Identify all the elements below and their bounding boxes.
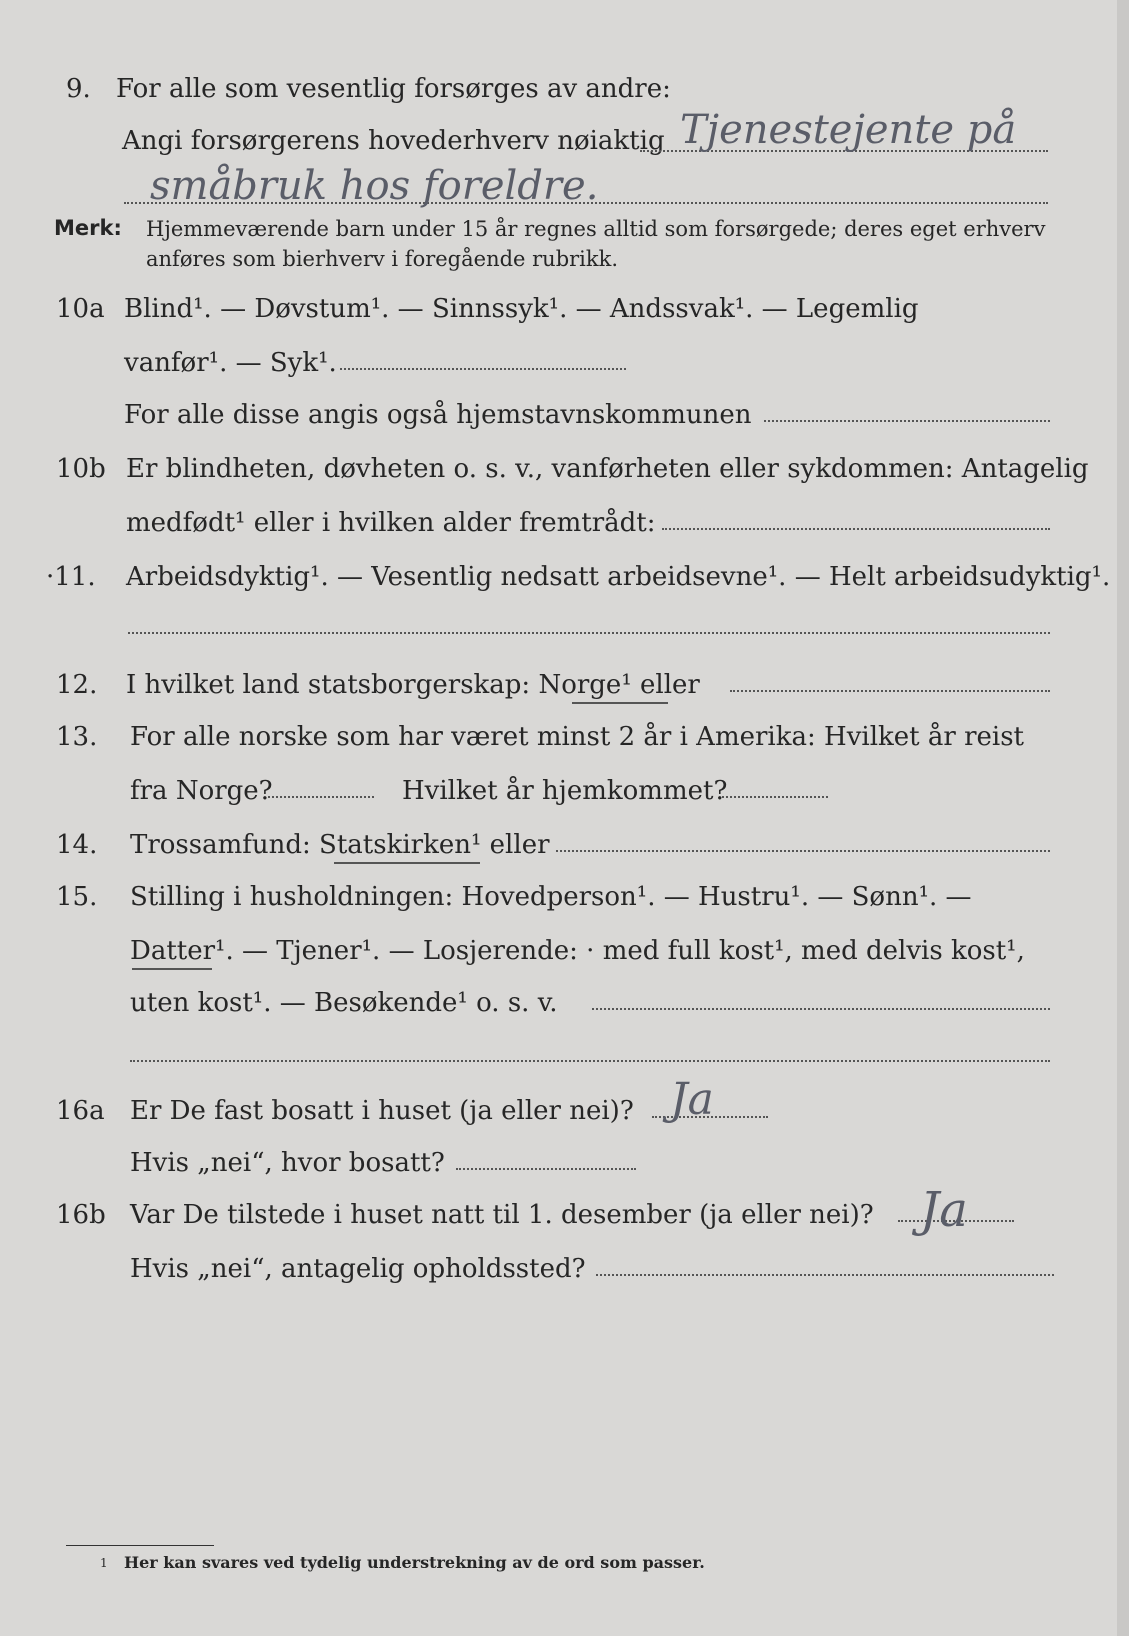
q13-question-line2b: Hvilket år hjemkommet? — [402, 776, 728, 806]
q9-handwritten-answer-line1: Tjenestejente på — [680, 107, 1017, 153]
q14-answer-rule — [556, 850, 1050, 852]
q9-question-line2: Angi forsørgerens hovederhverv nøiaktig — [122, 126, 665, 156]
q16b-stay-location-rule — [596, 1274, 1054, 1276]
footnote-mark: 1 — [100, 1556, 108, 1570]
q12-question-line1: I hvilket land statsborgerskap: Norge¹ eller — [126, 670, 700, 700]
q10a-home-municipality-rule — [764, 420, 1050, 422]
q10a-question-line1: Blind¹. — Døvstum¹. — Sinnssyk¹. — Andssvak¹. — Legemlig — [124, 294, 919, 324]
merk-note-line1: Hjemmeværende barn under 15 år regnes alltid som forsørgede; deres eget erhverv — [146, 217, 1046, 241]
q16b-question-line1: Var De tilstede i huset natt til 1. desember (ja eller nei)? — [130, 1200, 874, 1230]
q16b-number: 16b — [56, 1200, 106, 1230]
merk-note-line2: anføres som bierhverv i foregående rubrikk. — [146, 247, 619, 271]
q10a-question-line2: vanfør¹. — Syk¹. — [124, 348, 337, 378]
q9-question-line1: For alle som vesentlig forsørges av andre: — [116, 74, 671, 104]
q13-departure-year-rule — [268, 796, 374, 798]
q13-question-line2a: fra Norge? — [130, 776, 273, 806]
merk-label: Merk: — [54, 216, 122, 240]
q10b-answer-rule — [662, 528, 1050, 530]
q11-answer-rule — [128, 632, 1050, 634]
q12-number: 12. — [56, 670, 98, 700]
q15-number: 15. — [56, 882, 98, 912]
q15-datter-underline — [132, 968, 212, 970]
q9-handwritten-answer-line2: småbruk hos foreldre. — [150, 163, 599, 209]
q11-number: ·11. — [46, 562, 96, 592]
q10a-question-line3: For alle disse angis også hjemstavnskommunen — [124, 400, 752, 430]
q12-norge-underline — [572, 702, 668, 704]
q15-answer-rule — [592, 1008, 1050, 1010]
q16a-residence-rule — [456, 1168, 636, 1170]
page-edge-shadow — [1117, 0, 1129, 1636]
q12-answer-rule — [730, 690, 1050, 692]
q9-number: 9. — [66, 74, 91, 104]
q11-question-line1: Arbeidsdyktig¹. — Vesentlig nedsatt arbeidsevne¹. — Helt arbeidsudyktig¹. — [126, 562, 1111, 592]
q16a-question-line1: Er De fast bosatt i huset (ja eller nei)? — [130, 1096, 634, 1126]
q15-question-line1: Stilling i husholdningen: Hovedperson¹. — Hustru¹. — Sønn¹. — — [130, 882, 972, 912]
q10b-question-line2: medfødt¹ eller i hvilken alder fremtrådt: — [126, 508, 656, 538]
q15-extra-answer-rule — [130, 1060, 1050, 1062]
q10a-number: 10a — [56, 294, 105, 324]
q14-question-line1: Trossamfund: Statskirken¹ eller — [130, 830, 550, 860]
q13-return-year-rule — [722, 796, 828, 798]
q10b-question-line1: Er blindheten, døvheten o. s. v., vanførheten eller sykdommen: Antagelig — [126, 454, 1089, 484]
q16b-question-line2: Hvis „nei“, antagelig opholdssted? — [130, 1254, 586, 1284]
q10b-number: 10b — [56, 454, 106, 484]
q13-question-line1: For alle norske som har været minst 2 år i Amerika: Hvilket år reist — [130, 722, 1024, 752]
q16a-number: 16a — [56, 1096, 105, 1126]
q10a-answer-rule — [340, 368, 626, 370]
q15-question-line3: uten kost¹. — Besøkende¹ o. s. v. — [130, 988, 558, 1018]
q16b-handwritten-answer: Ja — [920, 1182, 968, 1238]
q13-number: 13. — [56, 722, 98, 752]
q16a-question-line2: Hvis „nei“, hvor bosatt? — [130, 1148, 445, 1178]
footnote-text: Her kan svares ved tydelig understrekning av de ord som passer. — [124, 1553, 705, 1572]
footnote-rule — [66, 1545, 214, 1546]
q16a-handwritten-answer: Ja — [670, 1074, 714, 1125]
q15-question-line2: Datter¹. — Tjener¹. — Losjerende: · med full kost¹, med delvis kost¹, — [130, 936, 1025, 966]
q14-statskirken-underline — [334, 862, 480, 864]
q14-number: 14. — [56, 830, 98, 860]
